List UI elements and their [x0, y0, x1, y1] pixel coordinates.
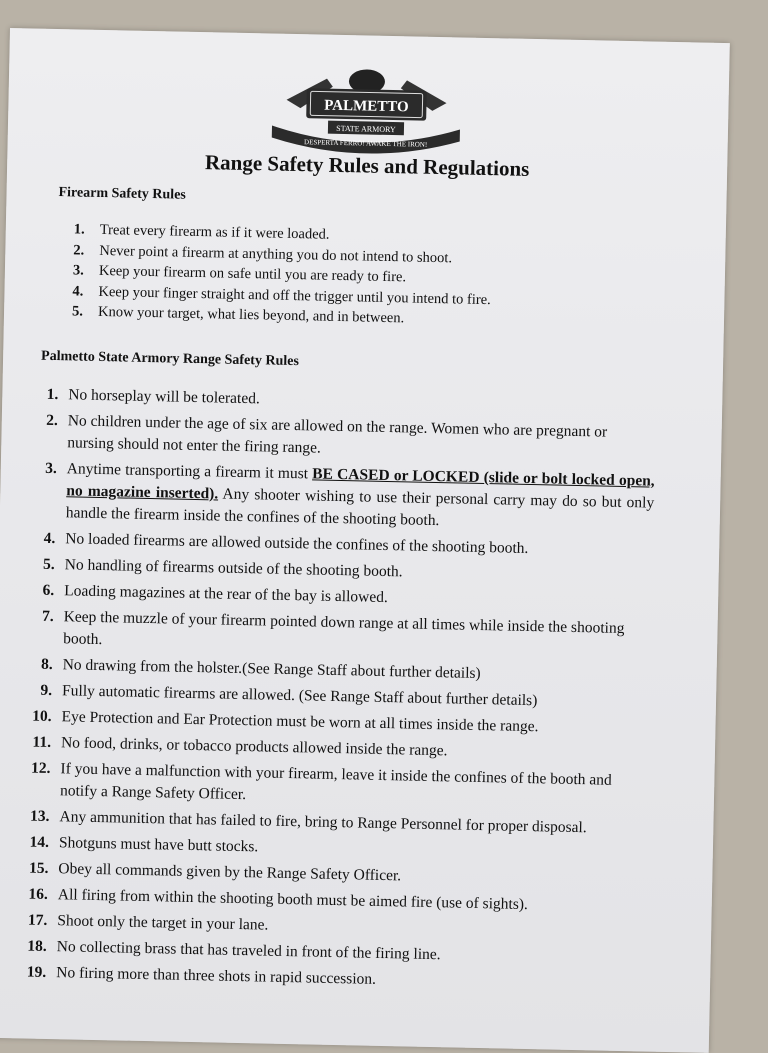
item-text: Eye Protection and Ear Protection must be worn at all times inside the range.: [61, 708, 539, 736]
item-number: 16.: [28, 885, 49, 903]
item-number: 4.: [43, 529, 56, 548]
item-text: Never point a firearm at anything you do not intend to shoot.: [99, 242, 453, 266]
item-text: Keep your finger straight and off the trigger until you intend to fire.: [98, 283, 491, 308]
firearm-safety-heading: Firearm Safety Rules: [58, 185, 186, 203]
logo-motto: DESPERTA FERRO! AWAKE THE IRON!: [304, 138, 428, 149]
armory-rules-heading: Palmetto State Armory Range Safety Rules: [40, 348, 300, 370]
list-item: [21, 605, 652, 662]
paper-sheet: [0, 28, 730, 1053]
item-text: No drawing from the holster.(See Range Staff about further details): [62, 656, 481, 682]
item-number: 17.: [27, 911, 48, 929]
item-number: 6.: [42, 581, 55, 600]
item-number: 10.: [32, 707, 52, 726]
firearm-safety-list: [72, 219, 492, 330]
item-text-emphasis: BE CASED or LOCKED (slide or bolt locked open, no magazine inserted).: [66, 465, 655, 503]
list-item: [24, 457, 655, 536]
item-text: No collecting brass that has traveled in front of the firing line.: [56, 938, 441, 964]
palmetto-logo: [265, 63, 467, 157]
page-title: Range Safety Rules and Regulations: [204, 150, 530, 181]
item-text: Obey all commands given by the Range Safety Officer.: [58, 860, 402, 885]
item-text: [66, 458, 655, 536]
item-number: 9.: [40, 681, 53, 700]
item-text: Know your target, what lies beyond, and in between.: [97, 303, 405, 327]
list-item: [18, 757, 649, 814]
list-item: [25, 409, 656, 466]
item-number: 11.: [32, 733, 52, 752]
logo-sub: STATE ARMORY: [336, 123, 396, 135]
document-content: [10, 28, 730, 988]
item-number: 5.: [71, 303, 84, 320]
item-number: 14.: [29, 833, 50, 851]
logo-name: PALMETTO: [324, 97, 409, 116]
item-number: 19.: [26, 963, 47, 981]
item-text-pre: Anytime transporting a firearm it must: [66, 460, 313, 483]
item-text: No loaded firearms are allowed outside the confines of the shooting booth.: [65, 530, 529, 557]
item-text: If you have a malfunction with your firearm, leave it inside the confines of the booth and notify a Range Safety Officer.: [59, 760, 612, 804]
item-number: 7.: [41, 607, 54, 626]
item-text: Shoot only the target in your lane.: [57, 912, 269, 934]
item-number: 15.: [28, 859, 49, 877]
item-text: Loading magazines at the rear of the bay is allowed.: [64, 582, 388, 607]
item-text: No children under the age of six are allowed on the range. Women who are pregnant or nursing should not enter the firing range.: [67, 412, 608, 457]
item-text: All firing from within the shooting booth must be aimed fire (use of sights).: [57, 886, 529, 914]
item-number: 8.: [40, 655, 53, 674]
item-number: 1.: [46, 385, 59, 404]
item-text: No food, drinks, or tobacco products allowed inside the range.: [60, 734, 448, 760]
item-text: Keep your firearm on safe until you are ready to fire.: [98, 262, 407, 286]
item-number: 4.: [72, 282, 84, 300]
item-text: No horseplay will be tolerated.: [68, 386, 261, 408]
item-text: No handling of firearms outside of the shooting booth.: [64, 556, 403, 581]
item-number: 5.: [42, 555, 55, 574]
item-number: 3.: [72, 262, 84, 279]
item-number: 2.: [73, 241, 85, 259]
item-text-post: Any shooter wishing to use their personal carry may do so but only handle the firearm inside the confines of the shooting booth.: [65, 485, 655, 530]
item-number: 2.: [45, 411, 58, 430]
item-text: Any ammunition that has failed to fire, bring to Range Personnel for proper disposal.: [59, 808, 587, 837]
item-text: No firing more than three shots in rapid succession.: [56, 964, 377, 988]
item-text: Keep the muzzle of your firearm pointed down range at all times while inside the shooting booth.: [63, 608, 625, 649]
item-text: Shotguns must have butt stocks.: [58, 834, 259, 856]
range-rules-list: [14, 383, 657, 1000]
item-number: 18.: [27, 937, 47, 955]
item-number: 13.: [29, 807, 50, 825]
item-text: Treat every firearm as if it were loaded.: [99, 221, 330, 243]
item-number: 3.: [44, 459, 57, 478]
item-text: Fully automatic firearms are allowed. (See Range Staff about further details): [61, 682, 538, 710]
item-number: 12.: [30, 759, 51, 778]
item-number: 1.: [73, 221, 85, 238]
